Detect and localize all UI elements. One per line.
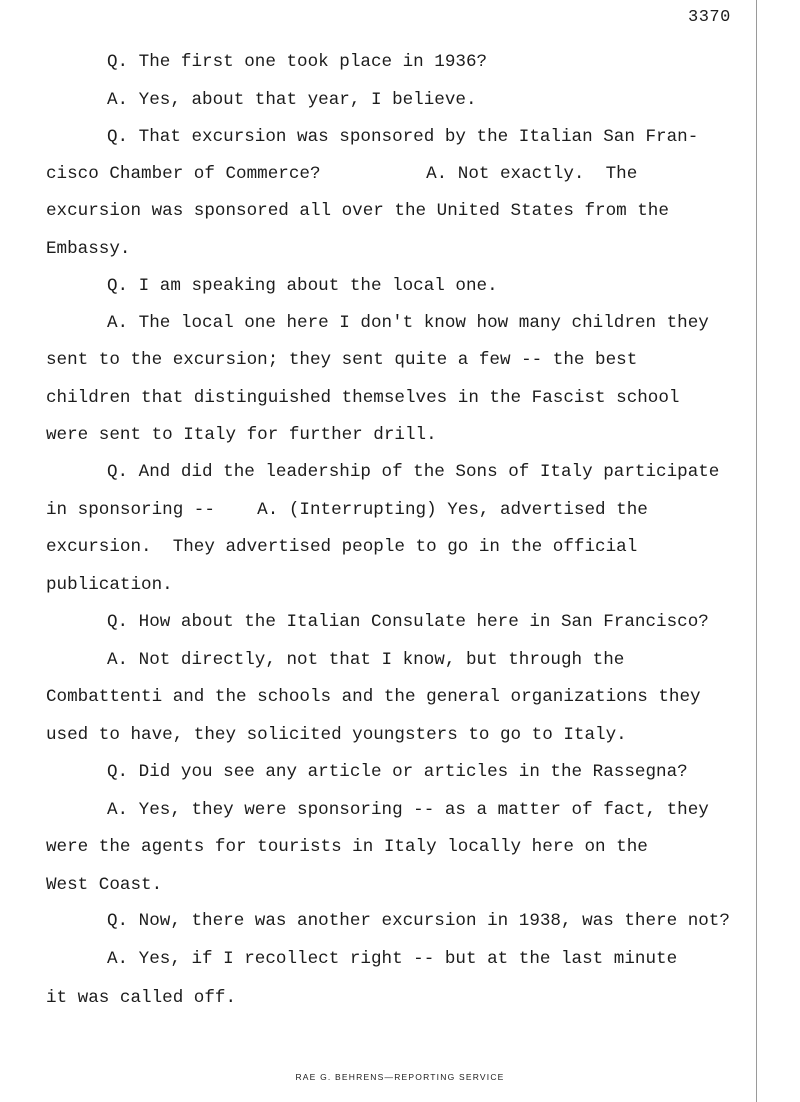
transcript-line: Combattenti and the schools and the general organizations they: [46, 687, 701, 707]
transcript-line: Q. That excursion was sponsored by the Italian San Fran-: [107, 127, 699, 147]
transcript-line: excursion. They advertised people to go in the official: [46, 537, 638, 557]
transcript-line: A. Yes, about that year, I believe.: [107, 90, 477, 110]
transcript-line: children that distinguished themselves in the Fascist school: [46, 388, 680, 408]
right-margin-rule: [756, 0, 757, 1102]
transcript-line: A. Yes, if I recollect right -- but at the last minute: [107, 949, 678, 969]
transcript-line: Q. The first one took place in 1936?: [107, 52, 488, 72]
footer-reporter: RAE G. BEHRENS—REPORTING SERVICE: [295, 1072, 505, 1082]
transcript-line: Q. Did you see any article or articles in the Rassegna?: [107, 762, 688, 782]
transcript-line: A. Yes, they were sponsoring -- as a matter of fact, they: [107, 800, 709, 820]
transcript-line: in sponsoring -- A. (Interrupting) Yes, advertised the: [46, 500, 648, 520]
transcript-line: publication.: [46, 575, 173, 595]
transcript-line: Q. And did the leadership of the Sons of Italy participate: [107, 462, 720, 482]
transcript-line: were sent to Italy for further drill.: [46, 425, 437, 445]
transcript-line: cisco Chamber of Commerce? A. Not exactly. The: [46, 164, 638, 184]
transcript-line: Q. How about the Italian Consulate here in San Francisco?: [107, 612, 709, 632]
transcript-line: used to have, they solicited youngsters to go to Italy.: [46, 725, 627, 745]
transcript-line: A. Not directly, not that I know, but through the: [107, 650, 625, 670]
page-number: 3370: [688, 8, 731, 27]
transcript-line: sent to the excursion; they sent quite a few -- the best: [46, 350, 638, 370]
transcript-line: West Coast.: [46, 875, 163, 895]
transcript-line: were the agents for tourists in Italy locally here on the: [46, 837, 648, 857]
transcript-line: Embassy.: [46, 239, 131, 259]
transcript-line: excursion was sponsored all over the United States from the: [46, 201, 669, 221]
transcript-line: Q. I am speaking about the local one.: [107, 276, 498, 296]
transcript-line: it was called off.: [46, 988, 237, 1008]
transcript-line: A. The local one here I don't know how many children they: [107, 313, 709, 333]
transcript-line: Q. Now, there was another excursion in 1938, was there not?: [107, 911, 730, 931]
